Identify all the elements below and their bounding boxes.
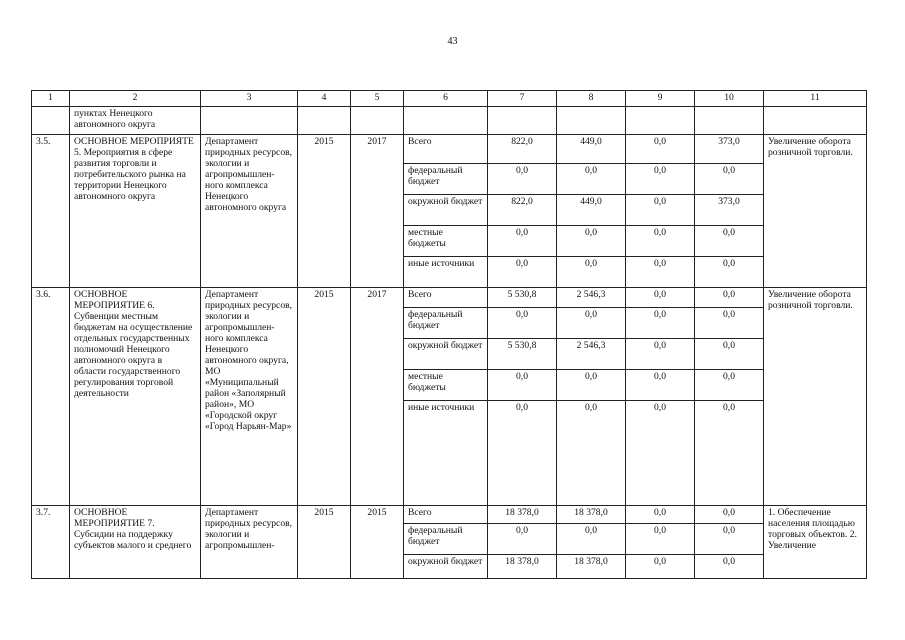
funding-source: федеральный бюджет <box>404 308 488 339</box>
col-header: 4 <box>298 91 351 107</box>
measure-executor: Департамент природных ресурсов, экологии и агропромышлен-ного комплекса Ненецкого автономного округа <box>201 135 298 288</box>
continued-text: пунктах Ненецкого автономного округа <box>70 107 201 135</box>
value-col-10: 0,0 <box>695 370 764 401</box>
col-header: 6 <box>404 91 488 107</box>
value-col-9: 0,0 <box>626 288 695 308</box>
value-col-7: 5 530,8 <box>488 339 557 370</box>
funding-source: федеральный бюджет <box>404 164 488 195</box>
expected-result: Увеличение оборота розничной торговли. <box>764 288 867 506</box>
value-col-9: 0,0 <box>626 308 695 339</box>
value-col-7: 0,0 <box>488 401 557 506</box>
measure-title: ОСНОВНОЕ МЕРОПРИЯТИЕ 7. Субсидии на поддержку субъектов малого и среднего <box>70 506 201 579</box>
value-col-9: 0,0 <box>626 257 695 288</box>
col-header: 1 <box>32 91 70 107</box>
col-header: 7 <box>488 91 557 107</box>
measure-row <box>32 135 867 164</box>
value-col-7: 0,0 <box>488 308 557 339</box>
value-col-10: 0,0 <box>695 524 764 555</box>
measure-end-year: 2017 <box>351 135 404 288</box>
value-col-7: 18 378,0 <box>488 555 557 579</box>
measure-start-year: 2015 <box>298 506 351 579</box>
value-col-8: 0,0 <box>557 308 626 339</box>
expected-result: 1. Обеспечение населения площадью торговых объектов. 2. Увеличение <box>764 506 867 579</box>
measure-code: 3.5. <box>32 135 70 288</box>
value-col-10: 0,0 <box>695 308 764 339</box>
funding-source: Всего <box>404 135 488 164</box>
measure-executor: Департамент природных ресурсов, экологии и агропромышлен-ного комплекса Ненецкого автономного округа, МО «Муниципальный район «Заполярный район», МО «Городской округ «Город Нарьян-Мар» <box>201 288 298 506</box>
measure-end-year: 2017 <box>351 288 404 506</box>
value-col-10: 0,0 <box>695 506 764 524</box>
value-col-8: 0,0 <box>557 524 626 555</box>
value-col-9: 0,0 <box>626 226 695 257</box>
measure-code: 3.7. <box>32 506 70 579</box>
col-header: 11 <box>764 91 867 107</box>
funding-source: окружной бюджет <box>404 195 488 226</box>
value-col-8: 0,0 <box>557 164 626 195</box>
measure-end-year: 2015 <box>351 506 404 579</box>
col-header: 3 <box>201 91 298 107</box>
funding-source: окружной бюджет <box>404 555 488 579</box>
program-table <box>31 90 867 579</box>
value-col-9: 0,0 <box>626 370 695 401</box>
funding-source: местные бюджеты <box>404 226 488 257</box>
value-col-7: 5 530,8 <box>488 288 557 308</box>
measure-code: 3.6. <box>32 288 70 506</box>
value-col-10: 0,0 <box>695 288 764 308</box>
value-col-7: 0,0 <box>488 226 557 257</box>
funding-source: Всего <box>404 288 488 308</box>
value-col-9: 0,0 <box>626 401 695 506</box>
col-header: 5 <box>351 91 404 107</box>
value-col-7: 822,0 <box>488 195 557 226</box>
value-col-8: 2 546,3 <box>557 288 626 308</box>
value-col-8: 2 546,3 <box>557 339 626 370</box>
value-col-8: 0,0 <box>557 401 626 506</box>
value-col-8: 449,0 <box>557 195 626 226</box>
measure-executor: Департамент природных ресурсов, экологии и агропромышлен- <box>201 506 298 579</box>
funding-source: Всего <box>404 506 488 524</box>
value-col-8: 18 378,0 <box>557 555 626 579</box>
value-col-8: 0,0 <box>557 370 626 401</box>
value-col-7: 822,0 <box>488 135 557 164</box>
value-col-10: 0,0 <box>695 164 764 195</box>
measure-row <box>32 288 867 308</box>
value-col-10: 0,0 <box>695 257 764 288</box>
value-col-9: 0,0 <box>626 524 695 555</box>
value-col-8: 0,0 <box>557 226 626 257</box>
value-col-8: 18 378,0 <box>557 506 626 524</box>
value-col-8: 449,0 <box>557 135 626 164</box>
col-header: 8 <box>557 91 626 107</box>
funding-source: окружной бюджет <box>404 339 488 370</box>
value-col-10: 0,0 <box>695 339 764 370</box>
funding-source: иные источники <box>404 257 488 288</box>
value-col-7: 0,0 <box>488 164 557 195</box>
value-col-9: 0,0 <box>626 135 695 164</box>
value-col-9: 0,0 <box>626 195 695 226</box>
value-col-9: 0,0 <box>626 164 695 195</box>
value-col-7: 0,0 <box>488 257 557 288</box>
value-col-9: 0,0 <box>626 506 695 524</box>
value-col-9: 0,0 <box>626 555 695 579</box>
page-number: 43 <box>447 36 458 47</box>
value-col-10: 373,0 <box>695 195 764 226</box>
value-col-7: 0,0 <box>488 524 557 555</box>
col-header: 10 <box>695 91 764 107</box>
value-col-7: 18 378,0 <box>488 506 557 524</box>
funding-source: иные источники <box>404 401 488 506</box>
col-header: 9 <box>626 91 695 107</box>
value-col-9: 0,0 <box>626 339 695 370</box>
measure-start-year: 2015 <box>298 135 351 288</box>
col-header: 2 <box>70 91 201 107</box>
value-col-8: 0,0 <box>557 257 626 288</box>
measure-start-year: 2015 <box>298 288 351 506</box>
continued-row <box>32 107 867 135</box>
expected-result: Увеличение оборота розничной торговли. <box>764 135 867 288</box>
funding-source: федеральный бюджет <box>404 524 488 555</box>
funding-source: местные бюджеты <box>404 370 488 401</box>
measure-title: ОСНОВНОЕ МЕРОПРИЯТИЕ 6. Субвенции местным бюджетам на осуществление отдельных государственных полномочий Ненецкого автономного округа в области государственного регулирования торговой деятельности <box>70 288 201 506</box>
value-col-10: 373,0 <box>695 135 764 164</box>
measure-title: ОСНОВНОЕ МЕРОПРИЯТЕ 5. Мероприятия в сфере развития торговли и потребительского рынка на территории Ненецкого автономного округа <box>70 135 201 288</box>
header-row <box>32 91 867 107</box>
measure-row <box>32 506 867 524</box>
value-col-10: 0,0 <box>695 401 764 506</box>
value-col-10: 0,0 <box>695 555 764 579</box>
value-col-7: 0,0 <box>488 370 557 401</box>
value-col-10: 0,0 <box>695 226 764 257</box>
